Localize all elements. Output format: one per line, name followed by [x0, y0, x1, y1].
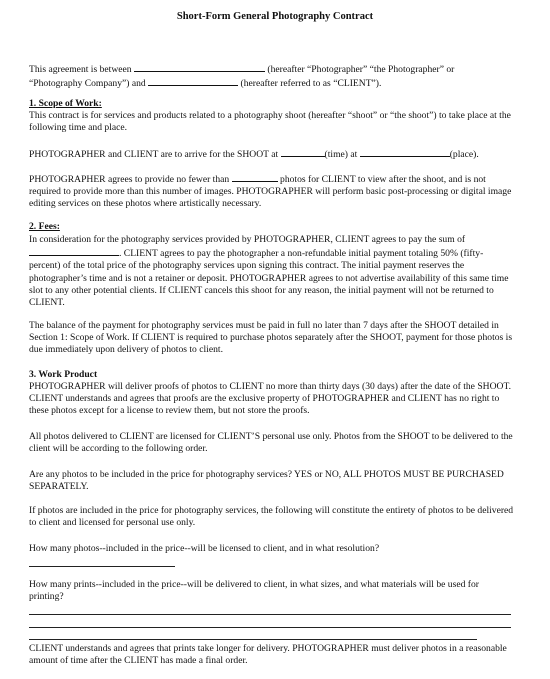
- prints-answer-line-3[interactable]: [29, 639, 477, 640]
- photo-count-text: PHOTOGRAPHER agrees to provide no fewer than: [29, 174, 230, 185]
- time-blank[interactable]: [281, 147, 325, 157]
- fees-text-a: In consideration for the photography services provided by PHOTOGRAPHER, CLIENT agrees to pay the sum of: [29, 234, 466, 245]
- scope-paragraph-3: [29, 172, 514, 211]
- photo-count-text-b: photos for CLIENT to view after the shoot, and is: [280, 174, 472, 185]
- place-label: (place).: [449, 149, 479, 160]
- fees-paragraph-1: [29, 234, 514, 309]
- arrival-text: PHOTOGRAPHER and CLIENT are to arrive for the SHOOT at: [29, 149, 279, 160]
- fees-heading: 2. Fees:: [29, 221, 60, 232]
- client-name-blank[interactable]: [148, 76, 238, 86]
- work-paragraph-3: Are any photos to be included in the price for photography services? YES or NO, ALL PHOTOS MUST BE PURCHASED SEPARATELY.: [29, 469, 504, 493]
- photos-answer-line[interactable]: [29, 566, 175, 567]
- intro-text-a: This agreement is between: [29, 64, 132, 75]
- scope-heading: 1. Scope of Work:: [29, 98, 102, 109]
- fees-paragraph-2: The balance of the payment for photography services must be paid in full no later than 7 days after the SHOOT detailed in Section 1: Scope of Work. If CLIENT is required to purchase photos separately after the SHOOT, payment for those photos is due immediately upon delivery of photos to client.: [29, 320, 513, 356]
- place-blank[interactable]: [360, 147, 450, 157]
- fees-text-b: . CLIENT agrees to pay the photographer a non-refundable initial payment totaling 50% (fifty-percent) of the total price of the photography services upon signing this contract. The initial payment reserves the photographer’s time and is not a retainer or deposit. PHOTOGRAPHER agrees to not advertise availability of this same time slot to any other potential clients. If CLIENT cancels this shoot for any reason, the initial payment will not be returned to CLIENT.: [29, 248, 509, 309]
- work-paragraph-1: PHOTOGRAPHER will deliver proofs of photos to CLIENT no more than thirty days (30 days) after the date of the SHOOT. CLIENT understands and agrees that proofs are the exclusive property of PHOTOGRAPHER and CLIENT has no right to these photos except for a license to review them, but not store the proofs.: [29, 381, 512, 417]
- intro-text-d: (hereafter referred to as “CLIENT”).: [240, 78, 382, 90]
- fee-amount-blank[interactable]: [29, 246, 119, 256]
- work-paragraph-5: CLIENT understands and agrees that prints take longer for delivery. PHOTOGRAPHER must deliver photos in a reasonable amount of time after the CLIENT has made a final order.: [29, 643, 507, 667]
- photo-count-blank[interactable]: [232, 172, 278, 182]
- time-label: (time) at: [324, 149, 358, 160]
- photo-count-text-c: not required to provide more than this number of images. PHOTOGRAPHER will perform basic post-processing or digital image editing services on these photos where artistically necessary.: [29, 174, 512, 210]
- prints-question: How many prints--included in the price--will be delivered to client, in what sizes, and what materials will be used for printing?: [29, 579, 479, 603]
- scope-paragraph-2: [29, 147, 514, 161]
- intro-text-b: (hereafter “Photographer” “the Photographer” or: [267, 64, 455, 75]
- intro-text-c: “Photography Company”) and: [29, 78, 146, 90]
- work-paragraph-4: If photos are included in the price for photography services, the following will constitute the entirety of photos to be delivered to client and licensed for personal use only.: [29, 505, 514, 529]
- prints-answer-line-2[interactable]: [29, 627, 511, 628]
- document-title: Short-Form General Photography Contract: [176, 11, 374, 22]
- work-paragraph-2: All photos delivered to CLIENT are licensed for CLIENT’S personal use only. Photos from the SHOOT to be delivered to the client will be according to the following order.: [29, 431, 513, 455]
- prints-answer-line-1[interactable]: [29, 614, 511, 615]
- work-heading: 3. Work Product: [29, 369, 98, 380]
- intro-paragraph: [29, 62, 514, 90]
- scope-paragraph-1: This contract is for services and products related to a photography shoot (hereafter “shoot” or “the shoot”) to take place at the following time and place.: [29, 110, 511, 134]
- photos-question: How many photos--included in the price--will be licensed to client, and in what resolution?: [29, 543, 380, 554]
- photographer-name-blank[interactable]: [134, 62, 265, 72]
